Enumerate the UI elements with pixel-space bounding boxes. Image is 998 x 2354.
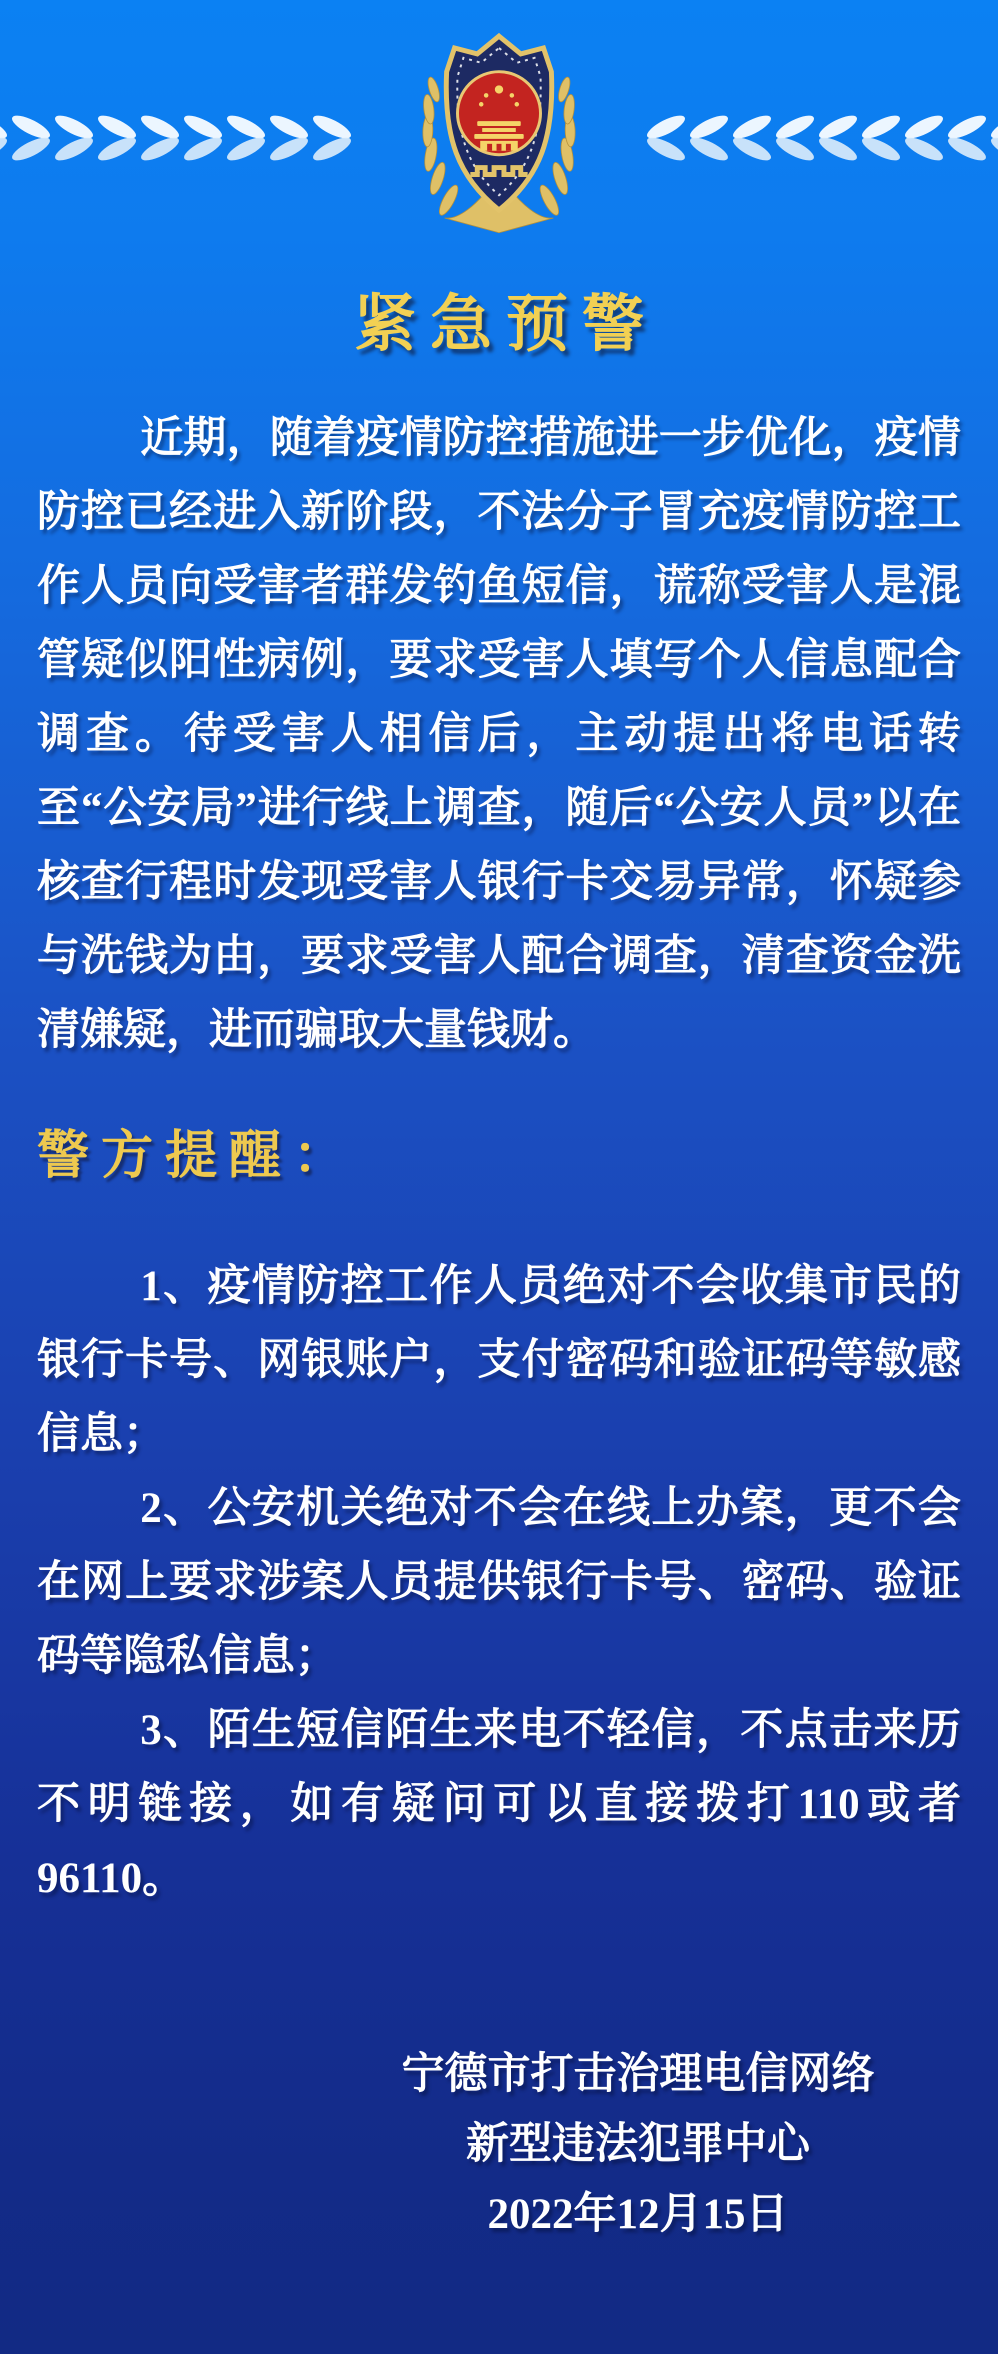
reminder-item: 2、公安机关绝对不会在线上办案，更不会在网上要求涉案人员提供银行卡号、密码、验证码等隐私信息；	[37, 1485, 961, 1680]
reminder-item: 1、疫情防控工作人员绝对不会收集市民的银行卡号、网银账户，支付密码和验证码等敏感信息；	[37, 1263, 961, 1458]
footer-date: 2022年12月15日	[487, 2191, 789, 2238]
reminder-heading: 警方提醒：	[37, 1128, 358, 1185]
signature-block	[368, 2040, 908, 2250]
footer-org-line1: 宁德市打击治理电信网络	[401, 2051, 875, 2098]
chevron-band-left-icon	[0, 106, 394, 170]
reminder-item: 3、陌生短信陌生来电不轻信，不点击来历不明链接，如有疑问可以直接拨打110或者96110。	[37, 1707, 961, 1902]
badge-emblem	[457, 72, 540, 155]
police-badge-icon	[415, 26, 583, 234]
reminder-list	[37, 1250, 961, 1916]
chevron-band-right-icon	[604, 106, 998, 170]
page-title: 紧急预警	[353, 291, 658, 359]
poster-body	[0, 402, 998, 2250]
footer-org-line2: 新型违法犯罪中心	[466, 2121, 810, 2168]
intro-paragraph: 近期，随着疫情防控措施进一步优化，疫情防控已经进入新阶段，不法分子冒充疫情防控工作人员向受害者群发钓鱼短信，谎称受害人是混管疑似阳性病例，要求受害人填写个人信息配合调查。待受害人相信后，主动提出将电话转至“公安局”进行线上调查，随后“公安人员”以在核查行程时发现受害人银行卡交易异常，怀疑参与洗钱为由，要求受害人配合调查，清查资金洗清嫌疑，进而骗取大量钱财。	[37, 415, 961, 1054]
